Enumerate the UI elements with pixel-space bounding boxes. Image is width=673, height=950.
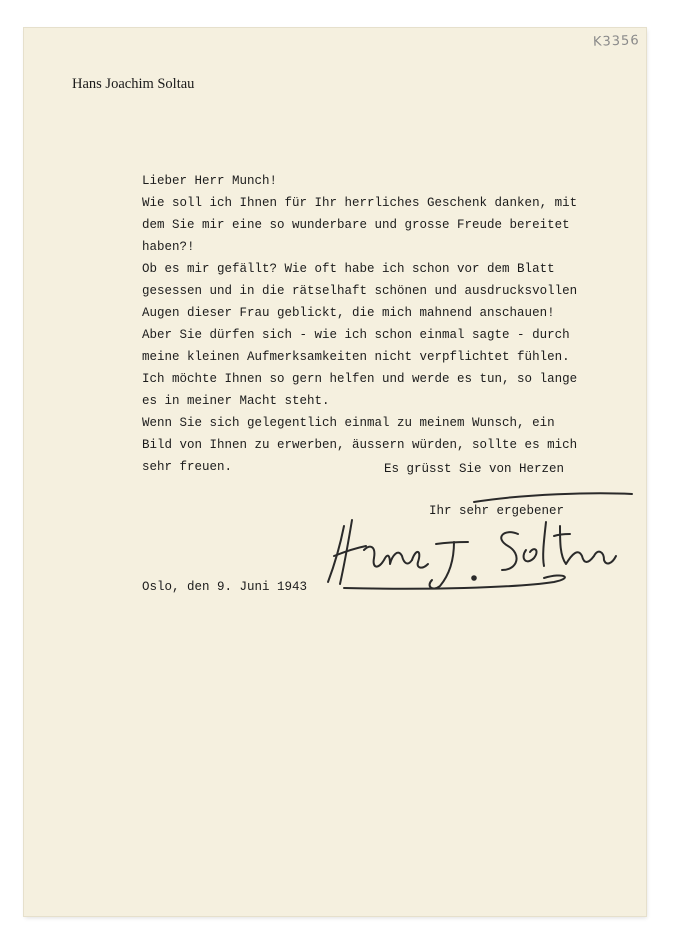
closing-line: Es grüsst Sie von Herzen: [384, 462, 565, 476]
letter-line: Augen dieser Frau geblickt, die mich mahnend anschauen!: [142, 306, 555, 320]
letter-line: es in meiner Macht steht.: [142, 394, 330, 408]
handwritten-signature: [304, 486, 634, 596]
letter-line: Wenn Sie sich gelegentlich einmal zu meinem Wunsch, ein: [142, 416, 555, 430]
letter-line: meine kleinen Aufmerksamkeiten nicht verpflichtet fühlen.: [142, 350, 570, 364]
letter-line: Bild von Ihnen zu erwerben, äussern würden, sollte es mich: [142, 438, 578, 452]
letter-line: Aber Sie dürfen sich - wie ich schon einmal sagte - durch: [142, 328, 570, 342]
archive-mark: K3356: [593, 33, 641, 50]
letter-line: dem Sie mir eine so wunderbare und grosse Freude bereitet: [142, 218, 570, 232]
letter-date: Oslo, den 9. Juni 1943: [142, 580, 308, 594]
valediction: Ihr sehr ergebener: [429, 504, 565, 518]
letter-line: haben?!: [142, 240, 195, 254]
letter-sheet: [24, 28, 646, 916]
letter-line: Lieber Herr Munch!: [142, 174, 278, 188]
letter-line: gesessen und in die rätselhaft schönen und ausdrucksvollen: [142, 284, 578, 298]
letter-line: sehr freuen.: [142, 460, 233, 474]
letter-line: Ich möchte Ihnen so gern helfen und werde es tun, so lange: [142, 372, 578, 386]
letterhead: Hans Joachim Soltau: [72, 76, 195, 92]
letter-line: Wie soll ich Ihnen für Ihr herrliches Geschenk danken, mit: [142, 196, 578, 210]
letter-line: Ob es mir gefällt? Wie oft habe ich schon vor dem Blatt: [142, 262, 555, 276]
letter-body: [142, 170, 632, 478]
